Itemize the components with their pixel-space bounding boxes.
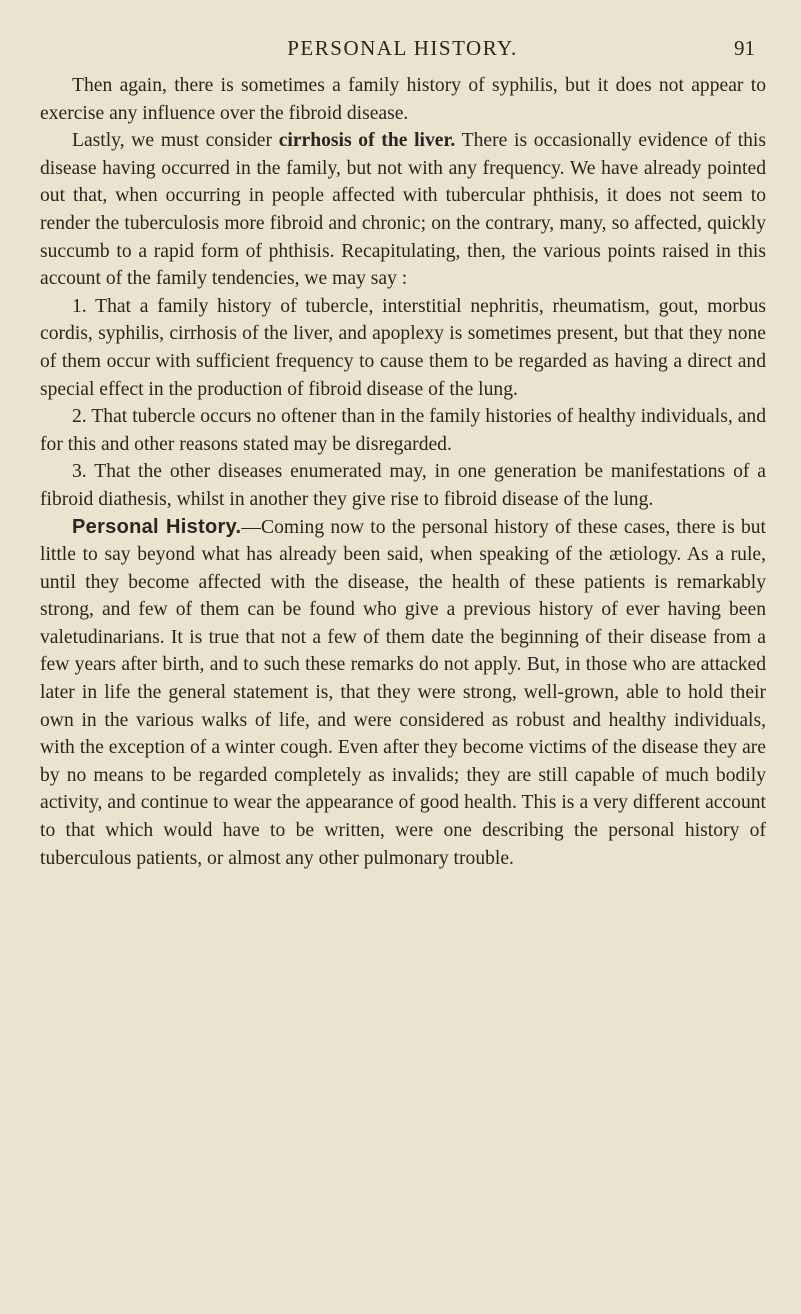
paragraph-text: Then again, there is sometimes a family history of syphilis, but it does not appear to exercise any influence over the fibroid disease.: [40, 75, 766, 124]
list-item-3: [40, 458, 766, 513]
list-item-1: [40, 293, 766, 403]
running-title: PERSONAL HISTORY.: [287, 36, 518, 60]
page-number: 91: [734, 36, 755, 60]
paragraph-lead: Lastly, we must consider: [72, 130, 279, 152]
running-header: [40, 36, 765, 66]
section-heading-personal-history: Personal History.: [72, 515, 242, 538]
list-item-2: [40, 403, 766, 458]
paragraph-cirrhosis: [40, 127, 766, 293]
paragraph-text: There is occasionally evidence of this disease having occurred in the family, but not with any frequency. We have already pointed out that, when occurring in people affected with tubercular phthisis, it does not seem to render the tuberculosis more fibroid and chronic; on the contrary, many, so affected, quickly succumb to a rapid form of phthisis. Recapitulating, then, the various points raised in this account of the family tendencies, we may say :: [40, 130, 766, 290]
bold-term-cirrhosis: cirrhosis of the liver.: [278, 130, 456, 152]
paragraph-text: —Coming now to the personal history of these cases, there is but little to say beyond what has already been said, when speaking of the ætiology. As a rule, until they become affected with the disease, the health of these patients is remarkably strong, and few of them can be found who give a previous history of ever having been valetudinarians. It is true that not a few of them date the beginning of their disease from a few years after birth, and to such these remarks do not apply. But, in those who are attacked later in life the general statement is, that they were strong, well-grown, able to hold their own in the various walks of life, and were considered as robust and healthy individuals, with the exception of a winter cough. Even after they become victims of the disease they are by no means to be regarded completely as invalids; they are still capable of much bodily activity, and continue to wear the appearance of good health. This is a very different account to that which would have to be written, were one describing the personal history of tuberculous patients, or almost any other pulmonary trouble.: [40, 516, 766, 869]
paragraph-text: 1. That a family history of tubercle, interstitial nephritis, rheumatism, gout, morbus cordis, syphilis, cirrhosis of the liver, and apoplexy is sometimes present, but that they none of them occur with sufficient frequency to cause them to be regarded as having a direct and special effect in the production of fibroid disease of the lung.: [40, 295, 766, 400]
paragraph-syphilis: [40, 72, 766, 127]
paragraph-personal-history: [40, 514, 766, 873]
body-text: [40, 72, 766, 872]
paragraph-text: 2. That tubercle occurs no oftener than in the family histories of healthy individuals, and for this and other reasons stated may be disregarded.: [40, 406, 766, 455]
paragraph-text: 3. That the other diseases enumerated may, in one generation be manifestations of a fibroid diathesis, whilst in another they give rise to fibroid disease of the lung.: [40, 461, 766, 510]
